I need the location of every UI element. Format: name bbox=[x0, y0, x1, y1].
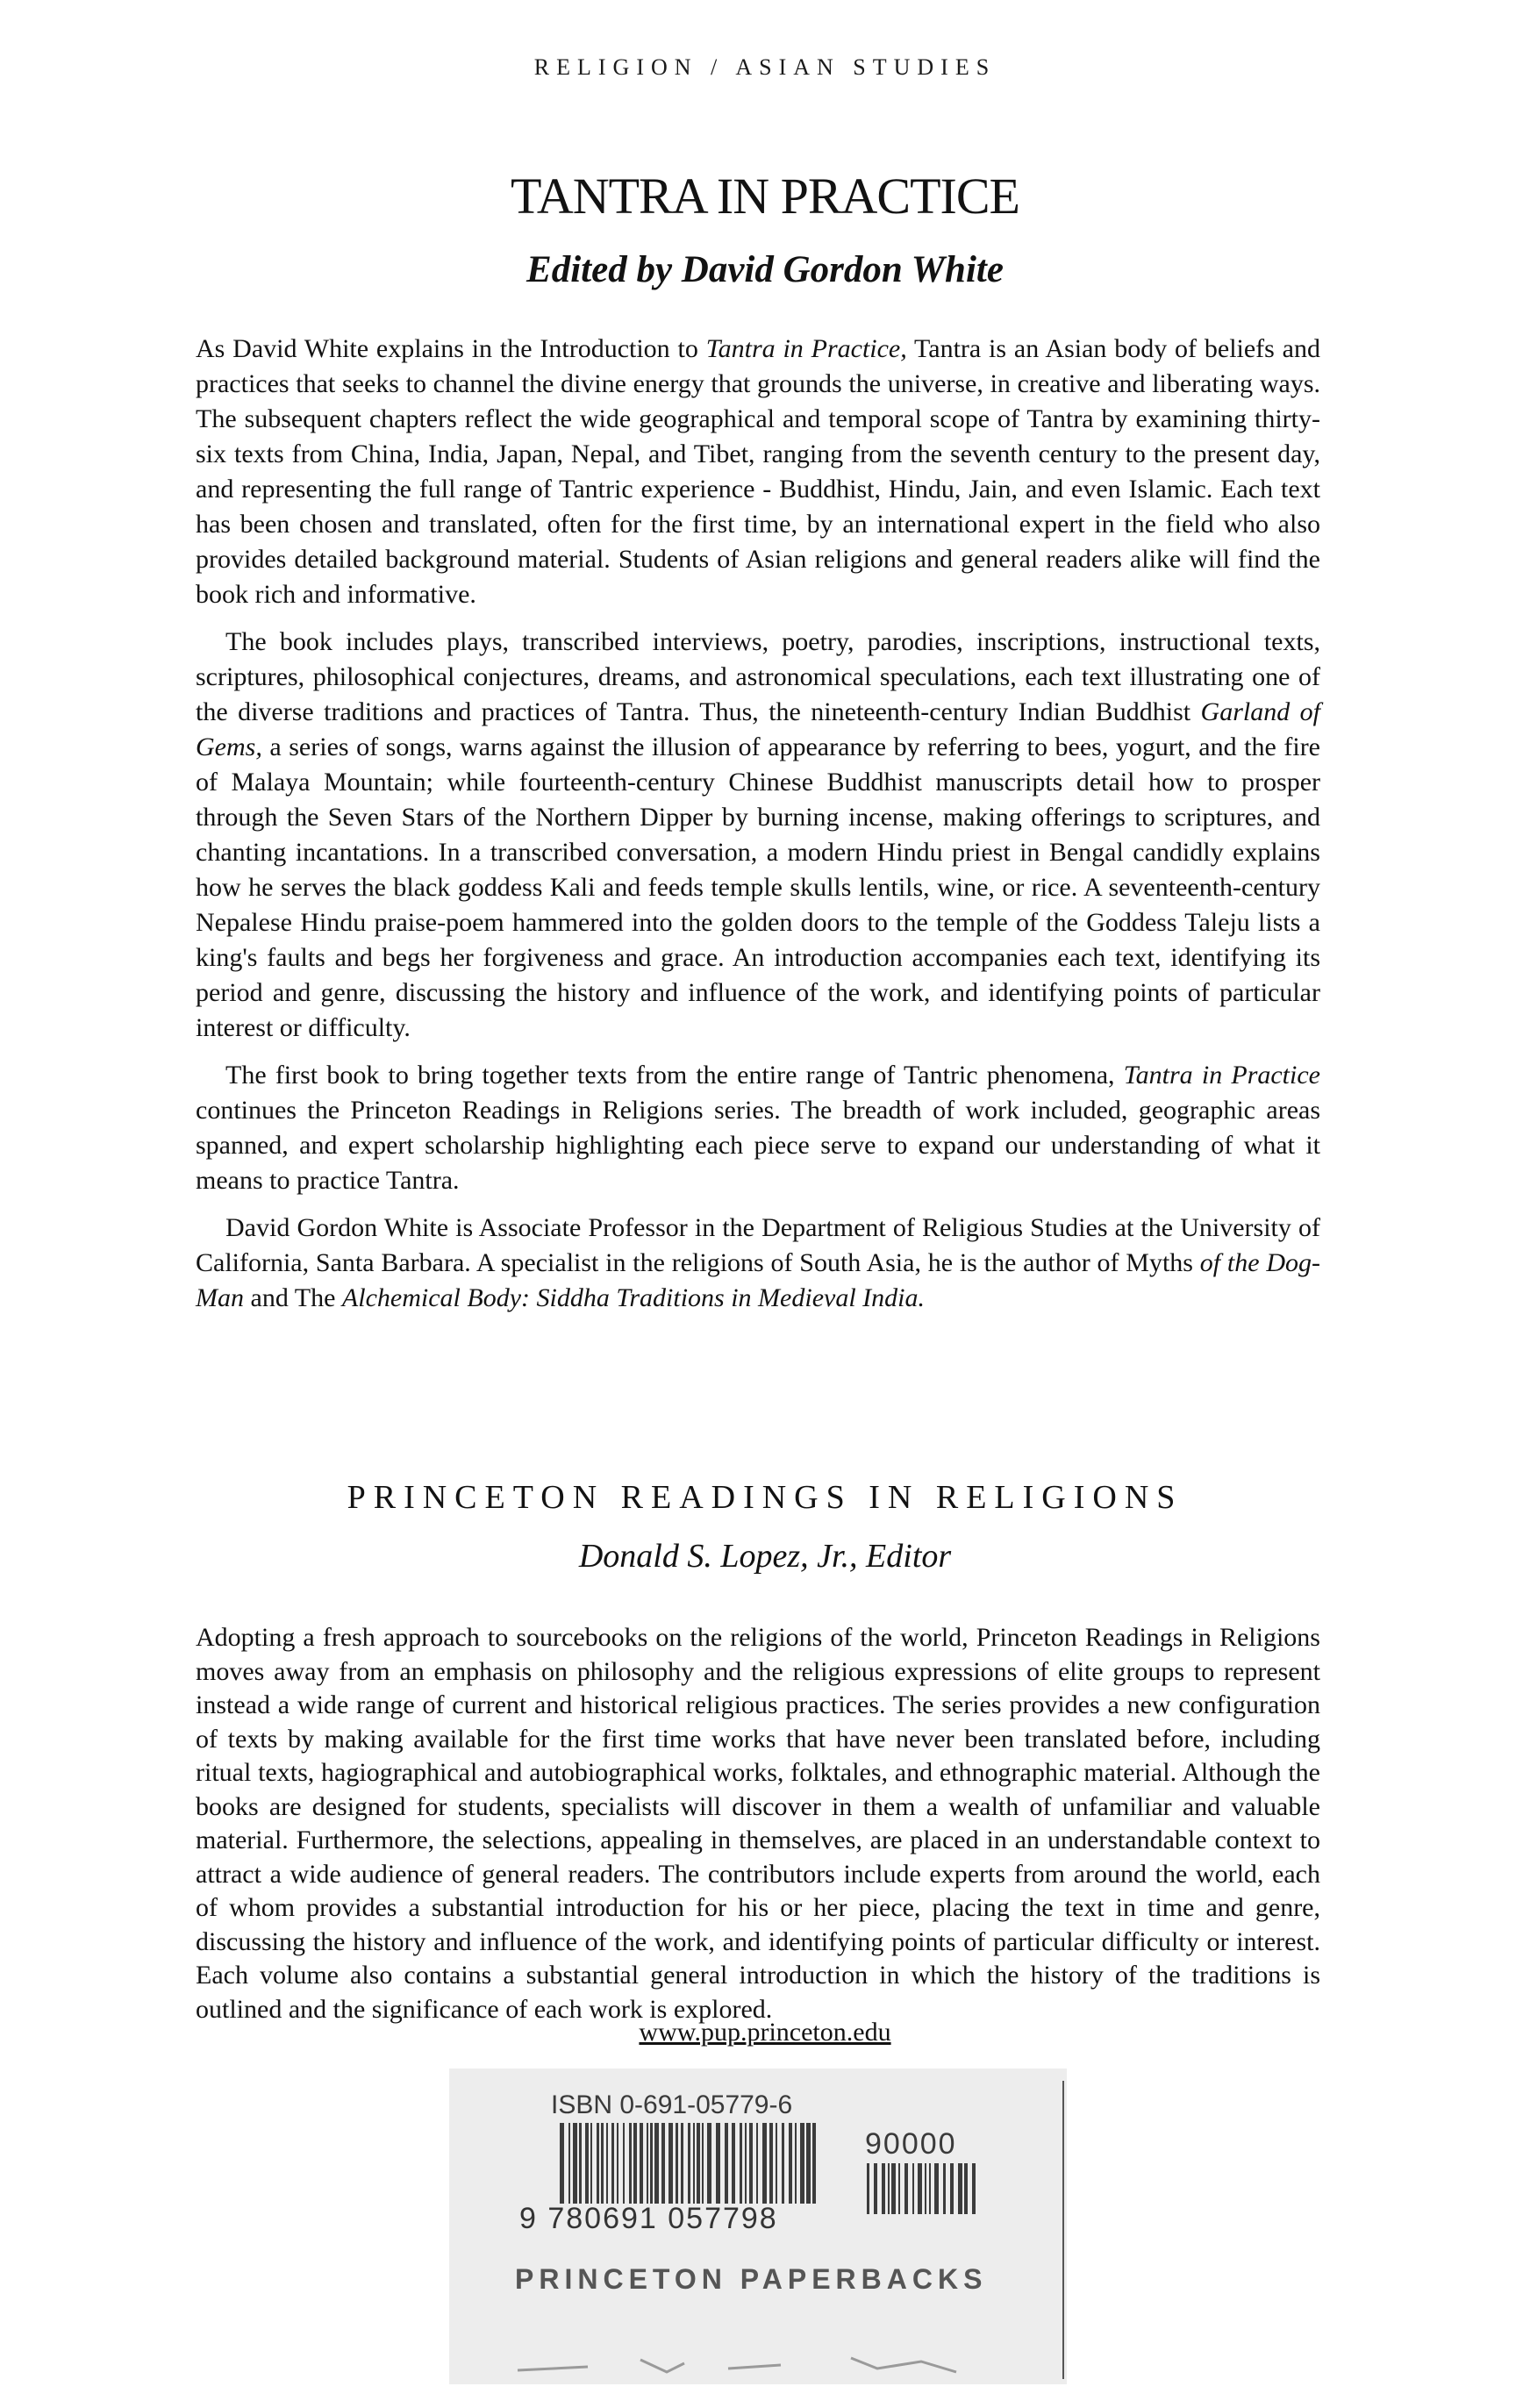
scan-smudge bbox=[465, 2333, 1044, 2377]
category-label: RELIGION / ASIAN STUDIES bbox=[533, 54, 997, 80]
barcode-bar bbox=[776, 2123, 777, 2204]
barcode-bar bbox=[725, 2123, 728, 2204]
description-paragraph bbox=[196, 625, 1320, 1046]
barcode-bar bbox=[707, 2123, 711, 2204]
barcode-bar bbox=[795, 2123, 797, 2204]
ean-digits: 9 780691 057798 bbox=[519, 2202, 778, 2235]
barcode-bar bbox=[888, 2163, 890, 2214]
barcode-bar bbox=[789, 2123, 792, 2204]
addon-barcode-icon bbox=[867, 2163, 981, 2214]
italic-title: Garland of Gems, bbox=[196, 697, 1320, 761]
barcode-bar bbox=[891, 2163, 896, 2214]
text-run: The book includes plays, transcribed interviews, poetry, parodies, inscriptions, instructional texts, scriptures, philosophical conjectures, dreams, and astronomical speculations, each text illustrating one of the diverse traditions and practices of Tantra. Thus, the nineteenth-century Indian Buddhist bbox=[196, 627, 1320, 726]
barcode-bar bbox=[597, 2123, 599, 2204]
description-paragraph bbox=[196, 1211, 1320, 1316]
text-run: David Gordon White is Associate Professor in the Department of Religious Studies at the University of California, Santa Barbara. A specialist in the religions of South Asia, he is the author of Myths bbox=[196, 1213, 1320, 1277]
italic-title: Alchemical Body: Siddha Traditions in Medieval India. bbox=[341, 1283, 925, 1312]
barcode-bar bbox=[740, 2123, 742, 2204]
book-description bbox=[196, 332, 1320, 1328]
description-paragraph bbox=[196, 332, 1320, 612]
barcode-bar bbox=[585, 2123, 589, 2204]
text-run: Tantra is an Asian body of beliefs and practices that seeks to channel the divine energy that grounds the universe, in creative and liberating ways. The subsequent chapters reflect the wide geographical and temporal scope of Tantra by examining thirty-six texts from China, India, Japan, Nepal, and Tibet, ranging from the seventh century to the present day, and representing the full range of Tantric experience - Buddhist, Hindu, Jain, and even Islamic. Each text has been chosen and translated, often for the first time, by an international expert in the field who also provides detailed background material. Students of Asian religions and general readers alike will find the book rich and informative. bbox=[196, 334, 1320, 609]
barcode-bar bbox=[943, 2163, 946, 2214]
barcode-bar bbox=[568, 2123, 570, 2204]
barcode-bar bbox=[573, 2123, 577, 2204]
italic-title: of the Dog-Man bbox=[196, 1248, 1321, 1312]
series-title: PRINCETON READINGS IN RELIGIONS bbox=[347, 1479, 1183, 1516]
barcode-bar bbox=[688, 2123, 690, 2204]
barcode-bar bbox=[904, 2163, 908, 2214]
barcode-bar bbox=[633, 2123, 637, 2204]
barcode-bar bbox=[617, 2123, 618, 2204]
text-run: continues the Princeton Readings in Religions series. The breadth of work included, geographic areas spanned, and expert scholarship highlighting each piece serve to expand our understanding of what it means to practice Tantra. bbox=[196, 1096, 1320, 1195]
series-description: Adopting a fresh approach to sourcebooks on the religions of the world, Princeton Readings in Religions moves away from an emphasis on philosophy and the religious expressions of elite groups to represent instead a wide range of current and historical religious practices. The series provides a new configuration of texts by making available for the first time works that have never been translated before, including ritual texts, hagiographical and autobiographical works, folktales, and ethnographic material. Although the books are designed for students, specialists will discover in them a wealth of unfamiliar and valuable material. Furthermore, the selections, appealing in themselves, are placed in an understandable context to attract a wide audience of general readers. The contributors include experts from around the world, each of whom provides a substantial introduction for his or her piece, placing the text in time and genre, discussing the history and influence of the work, and identifying points of particular difficulty or interest. Each volume also contains a substantial general introduction in which the history of the traditions is outlined and the significance of each work is explored. bbox=[196, 1623, 1320, 2024]
barcode-bar bbox=[934, 2163, 939, 2214]
barcode-bar bbox=[800, 2123, 804, 2204]
text-run: As David White explains in the Introduction to bbox=[196, 334, 706, 363]
barcode-bar bbox=[661, 2123, 665, 2204]
barcode-bar bbox=[874, 2163, 877, 2214]
barcode-bar bbox=[929, 2163, 931, 2214]
barcode-bar bbox=[640, 2123, 643, 2204]
barcode-bar bbox=[756, 2123, 758, 2204]
barcode-bar bbox=[623, 2123, 625, 2204]
price-code: 90000 bbox=[865, 2127, 957, 2161]
barcode-bar bbox=[650, 2123, 653, 2204]
barcode-bar bbox=[762, 2123, 767, 2204]
barcode-bar bbox=[611, 2123, 614, 2204]
barcode-bar bbox=[745, 2123, 747, 2204]
barcode-bar bbox=[693, 2123, 695, 2204]
barcode-bar bbox=[882, 2163, 885, 2214]
barcode-bar bbox=[925, 2163, 926, 2214]
publisher-imprint: PRINCETON PAPERBACKS bbox=[515, 2263, 988, 2295]
barcode-bar bbox=[702, 2123, 704, 2204]
isbn-number: ISBN 0-691-05779-6 bbox=[551, 2090, 793, 2119]
barcode-bar bbox=[676, 2123, 678, 2204]
barcode-bar bbox=[782, 2123, 784, 2204]
barcode-bar bbox=[601, 2123, 604, 2204]
text-run: and The bbox=[244, 1283, 342, 1312]
publisher-website-link[interactable]: www.pup.princeton.edu bbox=[639, 2018, 891, 2047]
barcode-bar bbox=[629, 2123, 632, 2204]
barcode-bar bbox=[812, 2123, 816, 2204]
sticker-edge bbox=[1062, 2081, 1064, 2379]
barcode-bar bbox=[964, 2163, 968, 2214]
book-editor-line: Edited by David Gordon White bbox=[526, 249, 1004, 290]
barcode-bar bbox=[918, 2163, 922, 2214]
barcode-bar bbox=[867, 2163, 869, 2214]
series-editor: Donald S. Lopez, Jr., Editor bbox=[578, 1538, 952, 1575]
description-paragraph bbox=[196, 1058, 1320, 1198]
italic-title: Tantra in Practice, bbox=[705, 334, 907, 363]
barcode-bar bbox=[749, 2123, 753, 2204]
barcode-bar bbox=[647, 2123, 648, 2204]
barcode-bar bbox=[958, 2163, 962, 2214]
text-run: a series of songs, warns against the illusion of appearance by referring to bees, yogurt, and the fire of Malaya Mountain; while fourteenth-century Chinese Buddhist manuscripts detail how to prosper through the Seven Stars of the Northern Dipper by burning incense, making offerings to scriptures, and chanting incantations. In a transcribed conversation, a modern Hindu priest in Bengal candidly explains how he serves the black goddess Kali and feeds temple skulls lentils, wine, or rice. A seventeenth-century Nepalese Hindu praise-poem hammered into the golden doors to the temple of the Goddess Taleju lists a king's faults and begs her forgiveness and grace. An introduction accompanies each text, identifying its period and genre, discussing the history and influence of the work, and identifying points of particular interest or difficulty. bbox=[196, 732, 1320, 1042]
barcode-bar bbox=[697, 2123, 700, 2204]
barcode-bar bbox=[668, 2123, 673, 2204]
barcode-bar bbox=[769, 2123, 773, 2204]
barcode-bar bbox=[732, 2123, 735, 2204]
barcode-bar bbox=[681, 2123, 683, 2204]
barcode-bar bbox=[579, 2123, 582, 2204]
ean-barcode-icon bbox=[560, 2123, 823, 2204]
barcode-bar bbox=[806, 2123, 811, 2204]
text-run: The first book to bring together texts from the entire range of Tantric phenomena, bbox=[225, 1061, 1124, 1090]
barcode-bar bbox=[590, 2123, 592, 2204]
barcode-bar bbox=[716, 2123, 720, 2204]
barcode-bar bbox=[654, 2123, 659, 2204]
italic-title: Tantra in Practice bbox=[1123, 1061, 1320, 1090]
barcode-bar bbox=[898, 2163, 900, 2214]
barcode-bar bbox=[912, 2163, 914, 2214]
barcode-bar bbox=[606, 2123, 608, 2204]
book-title: TANTRA IN PRACTICE bbox=[511, 168, 1019, 225]
barcode-bar bbox=[972, 2163, 976, 2214]
barcode-bar bbox=[560, 2123, 564, 2204]
barcode-bar bbox=[950, 2163, 954, 2214]
